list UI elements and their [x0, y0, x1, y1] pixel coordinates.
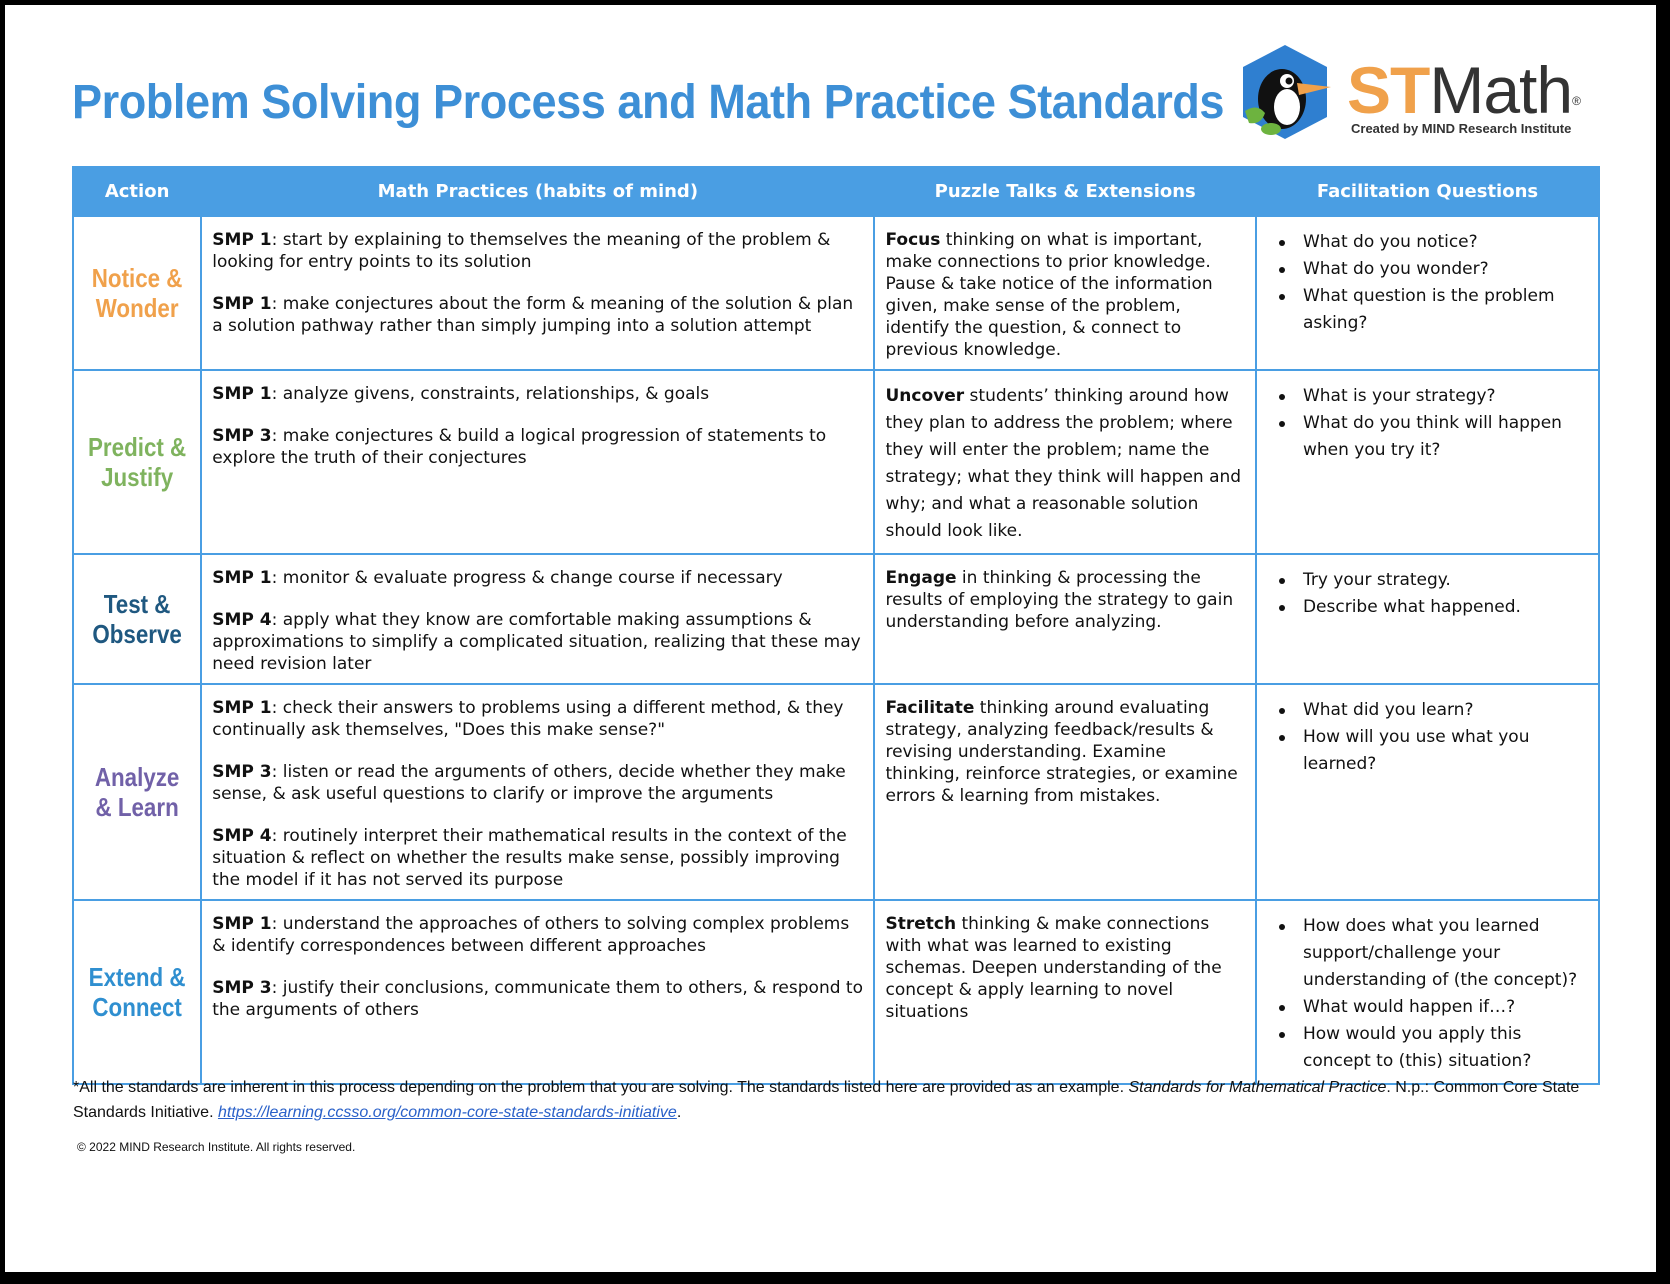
talk-keyword: Facilitate	[885, 698, 975, 718]
practice-item	[212, 609, 863, 675]
practice-item	[212, 825, 863, 891]
page-title: Problem Solving Process and Math Practice Standards	[72, 76, 1225, 129]
practices-cell	[201, 370, 874, 554]
action-cell	[73, 900, 201, 1084]
practices-cell	[201, 554, 874, 684]
puzzle-talk-cell	[874, 684, 1256, 900]
table-header-row	[73, 167, 1599, 216]
standards-table	[72, 166, 1600, 1085]
practice-text: : make conjectures & build a logical progression of statements to explore the truth of their conjectures	[212, 426, 827, 468]
practice-item	[212, 697, 863, 741]
practice-text: : understand the approaches of others to solving complex problems & identify correspondences between different approaches	[212, 914, 850, 956]
smp-tag: SMP 1	[212, 384, 272, 404]
table-row	[73, 554, 1599, 684]
brand-math: Math	[1429, 53, 1573, 127]
talk-keyword: Focus	[885, 230, 941, 250]
question-item: Describe what happened.	[1303, 594, 1588, 621]
question-list	[1267, 697, 1588, 778]
smp-tag: SMP 1	[212, 568, 272, 588]
practice-text: : start by explaining to themselves the meaning of the problem & looking for entry points to its solution	[212, 230, 831, 272]
practice-text: : make conjectures about the form & meaning of the solution & plan a solution pathway rather than simply jumping into a solution attempt	[212, 294, 854, 336]
smp-tag: SMP 4	[212, 826, 272, 846]
question-item: Try your strategy.	[1303, 567, 1588, 594]
practice-text: : analyze givens, constraints, relationships, & goals	[271, 384, 710, 404]
brand-st: ST	[1347, 53, 1430, 127]
practice-text: : listen or read the arguments of others, decide whether they make sense, & ask useful questions to clarify or improve the arguments	[212, 762, 846, 804]
talk-keyword: Uncover	[885, 386, 965, 406]
ccsso-link[interactable]: https://learning.ccsso.org/common-core-state-standards-initiative	[217, 1104, 677, 1121]
practice-item	[212, 761, 863, 805]
table-row	[73, 900, 1599, 1084]
question-item: What question is the problem asking?	[1303, 283, 1588, 337]
question-list	[1267, 567, 1588, 621]
action-label: Test & Observe	[92, 589, 182, 649]
page	[5, 5, 1656, 1272]
question-item: What would happen if…?	[1303, 994, 1588, 1021]
practice-item	[212, 383, 863, 405]
talk-keyword: Engage	[885, 568, 957, 588]
smp-tag: SMP 1	[212, 230, 272, 250]
smp-tag: SMP 3	[212, 978, 272, 998]
footnote-text: *All the standards are inherent in this process depending on the problem that you are solving. The standards listed here are provided as an example.	[73, 1079, 1129, 1096]
questions-cell	[1256, 370, 1599, 554]
question-item: How would you apply this concept to (this) situation?	[1303, 1021, 1588, 1075]
practices-cell	[201, 216, 874, 370]
questions-cell	[1256, 684, 1599, 900]
action-cell	[73, 554, 201, 684]
smp-tag: SMP 4	[212, 610, 272, 630]
action-label: Extend & Connect	[88, 962, 186, 1022]
talk-text: thinking around evaluating strategy, analyzing feedback/results & revising understanding. Examine thinking, reinforce strategies, or examine errors & learning from mistakes.	[885, 698, 1238, 806]
practice-text: : routinely interpret their mathematical results in the context of the situation & reflect on whether the results make sense, possibly improving the model if it has not served its purpose	[212, 826, 847, 890]
action-cell	[73, 370, 201, 554]
smp-tag: SMP 3	[212, 426, 272, 446]
practice-item	[212, 913, 863, 957]
practices-cell	[201, 684, 874, 900]
practice-text: : justify their conclusions, communicate them to others, & respond to the arguments of others	[212, 978, 863, 1020]
question-item: How will you use what you learned?	[1303, 724, 1588, 778]
copyright: © 2022 MIND Research Institute. All rights reserved.	[77, 1140, 356, 1154]
talk-text: in thinking & processing the results of employing the strategy to gain understanding before analyzing.	[885, 568, 1234, 632]
questions-cell	[1256, 900, 1599, 1084]
question-list	[1267, 229, 1588, 337]
practice-item	[212, 425, 863, 469]
practice-item	[212, 977, 863, 1021]
footnote-end: .	[676, 1104, 682, 1121]
citation-rest: . N.p.: Common Core State Standards Initiative.	[73, 1079, 1580, 1121]
talk-text: thinking & make connections with what was learned to existing schemas. Deepen understanding of the concept & apply learning to novel situations	[885, 914, 1222, 1022]
question-item: What is your strategy?	[1303, 383, 1588, 410]
action-label: Analyze & Learn	[94, 762, 180, 822]
puzzle-talk-cell	[874, 370, 1256, 554]
practice-item	[212, 229, 863, 273]
smp-tag: SMP 1	[212, 914, 272, 934]
header-facilitation-questions: Facilitation Questions	[1256, 167, 1599, 216]
practice-text: : apply what they know are comfortable making assumptions & approximations to simplify a complicated situation, realizing that these may need revision later	[212, 610, 861, 674]
practice-item	[212, 293, 863, 337]
puzzle-talk-cell	[874, 216, 1256, 370]
practices-cell	[201, 900, 874, 1084]
question-item: What did you learn?	[1303, 697, 1588, 724]
talk-text: thinking on what is important, make connections to prior knowledge. Pause & take notice of the information given, make sense of the problem, identify the question, & connect to previous knowledge.	[885, 230, 1213, 360]
penguin-logo-icon	[1235, 43, 1335, 141]
registered-mark: ®	[1572, 94, 1580, 108]
questions-cell	[1256, 216, 1599, 370]
question-item: How does what you learned support/challenge your understanding of (the concept)?	[1303, 913, 1588, 994]
header-puzzle-talks: Puzzle Talks & Extensions	[874, 167, 1256, 216]
practice-item	[212, 567, 863, 589]
practice-text: : check their answers to problems using a different method, & they continually ask themselves, "Does this make sense?"	[212, 698, 844, 740]
puzzle-talk-cell	[874, 554, 1256, 684]
footnote	[73, 1075, 1603, 1125]
smp-tag: SMP 1	[212, 698, 272, 718]
st-math-logo	[1235, 43, 1595, 141]
action-cell	[73, 216, 201, 370]
puzzle-talk-cell	[874, 900, 1256, 1084]
citation-title: Standards for Mathematical Practice	[1128, 1079, 1387, 1096]
question-item: What do you notice?	[1303, 229, 1588, 256]
brand-tagline: Created by MIND Research Institute	[1351, 121, 1572, 136]
question-list	[1267, 913, 1588, 1075]
header-action: Action	[73, 167, 201, 216]
question-item: What do you wonder?	[1303, 256, 1588, 283]
brand-wordmark	[1347, 53, 1580, 127]
questions-cell	[1256, 554, 1599, 684]
talk-keyword: Stretch	[885, 914, 957, 934]
question-list	[1267, 383, 1588, 464]
table-row	[73, 370, 1599, 554]
question-item: What do you think will happen when you try it?	[1303, 410, 1588, 464]
header-math-practices: Math Practices (habits of mind)	[201, 167, 874, 216]
practice-text: : monitor & evaluate progress & change course if necessary	[271, 568, 783, 588]
smp-tag: SMP 1	[212, 294, 272, 314]
smp-tag: SMP 3	[212, 762, 272, 782]
talk-text: students’ thinking around how they plan to address the problem; where they will enter the problem; name the strategy; what they think will happen and why; and what a reasonable solution should look like.	[885, 386, 1242, 541]
action-label: Notice & Wonder	[91, 263, 183, 323]
table-row	[73, 216, 1599, 370]
table-row	[73, 684, 1599, 900]
action-cell	[73, 684, 201, 900]
action-label: Predict & Justify	[88, 432, 187, 492]
